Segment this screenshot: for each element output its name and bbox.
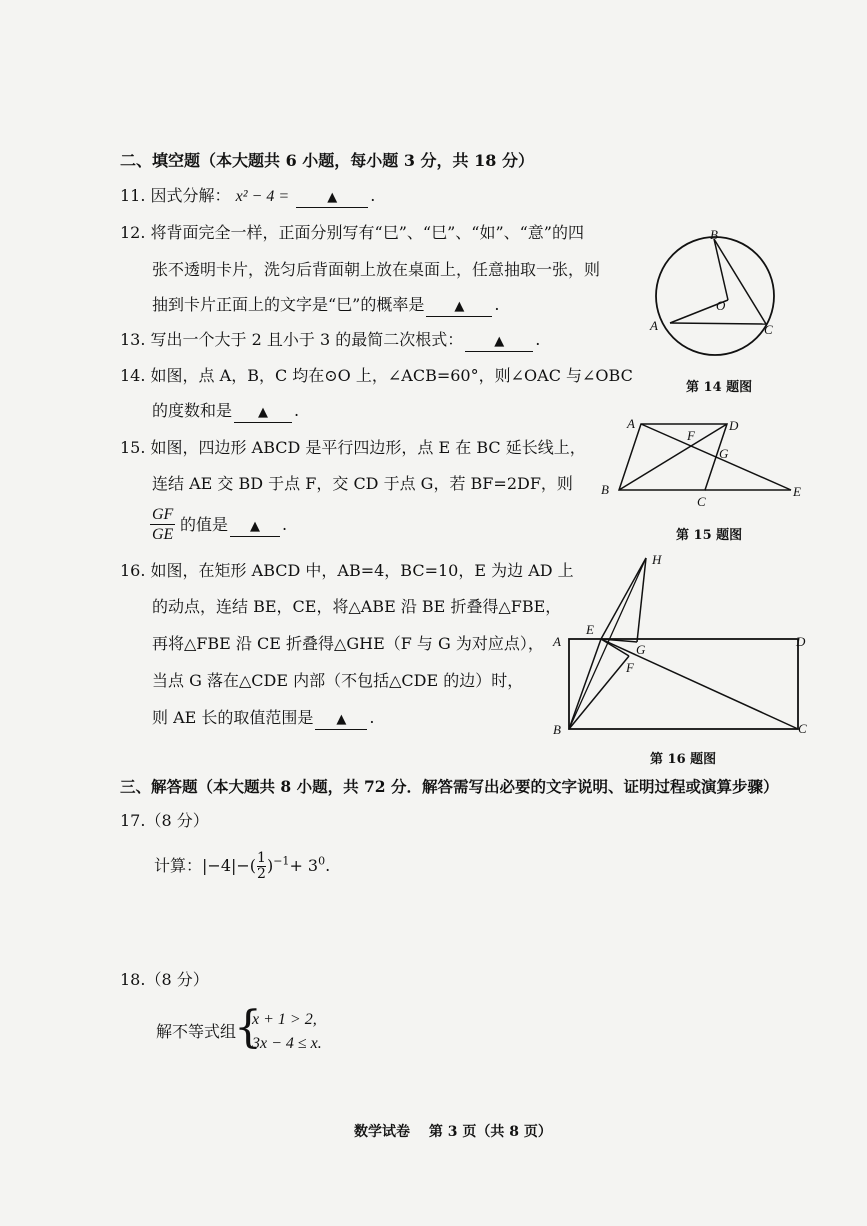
blank-triangle-icon: ▲ (250, 519, 261, 534)
question-14-line2 (152, 401, 299, 423)
answer-blank[interactable] (315, 709, 367, 730)
question-text: 如图，点 A，B，C 均在⊙O 上，∠ACB=60°，则∠OAC 与∠OBC (150, 366, 633, 385)
math-op: + 3 (289, 856, 319, 875)
exponent: 0 (318, 854, 326, 868)
abs-value: |−4| (202, 856, 237, 875)
label-g: G (636, 642, 646, 657)
label-a: A (650, 318, 658, 333)
answer-blank[interactable] (465, 331, 533, 352)
page-footer: 数学试卷 第 3 页（共 8 页） (354, 1124, 552, 1140)
question-number: 15. (120, 438, 146, 457)
punct: . (370, 186, 376, 205)
label-c: C (798, 721, 807, 736)
question-16-line5 (152, 708, 375, 730)
question-number: 11. (120, 186, 146, 205)
question-16-line2: 的动点，连结 BE，CE，将△ABE 沿 BE 折叠得△FBE， (152, 597, 562, 616)
segment-ae (641, 424, 791, 490)
question-12-line3 (152, 295, 499, 317)
question-text: 写出一个大于 2 且小于 3 的最简二次根式： (150, 330, 464, 349)
label-d: D (796, 634, 806, 649)
question-text: 如图，四边形 ABCD 是平行四边形，点 E 在 BC 延长线上， (150, 438, 586, 457)
math-op: ) (266, 856, 274, 875)
label-b: B (601, 482, 609, 497)
math-op: −( (236, 856, 257, 875)
fraction-one-half (257, 851, 266, 882)
blank-triangle-icon: ▲ (336, 712, 347, 727)
question-number: 16. (120, 561, 146, 580)
label-b: B (710, 227, 718, 242)
question-12-line1 (120, 223, 584, 243)
punct: . (282, 515, 288, 534)
label-a: A (627, 416, 635, 431)
label-e: E (586, 622, 594, 637)
label-g: G (719, 446, 729, 461)
question-14-line1 (120, 366, 633, 386)
question-18-label: 18.（8 分） (120, 970, 209, 989)
punct: . (325, 856, 331, 875)
fraction-denominator: 2 (257, 866, 266, 882)
question-15-line1 (120, 438, 586, 458)
segment-ob (714, 239, 728, 300)
question-number: 12. (120, 223, 146, 242)
question-16-line4: 当点 G 落在△CDE 内部（不包括△CDE 的边）时， (152, 671, 524, 690)
question-text: 则 AE 长的取值范围是 (152, 708, 314, 727)
system-brace: { (234, 1002, 262, 1053)
question-text: 计算： (154, 856, 203, 875)
label-o: O (716, 298, 726, 313)
section2-heading: 二、填空题（本大题共 6 小题，每小题 3 分，共 18 分） (120, 151, 534, 170)
label-d: D (729, 418, 739, 433)
question-text: 的值是 (180, 515, 229, 534)
question-number: 14. (120, 366, 146, 385)
blank-triangle-icon: ▲ (454, 299, 465, 314)
label-c: C (764, 322, 773, 337)
question-17-label: 17.（8 分） (120, 811, 209, 830)
fraction-gf-ge (150, 505, 175, 544)
question-16-line3: 再将△FBE 沿 CE 折叠得△GHE（F 与 G 为对应点）， (152, 634, 544, 653)
blank-triangle-icon: ▲ (494, 334, 505, 349)
inequality-1: x + 1 > 2, (252, 1011, 317, 1028)
segment-bh (569, 558, 646, 729)
question-12-line2: 张不透明卡片，洗匀后背面朝上放在桌面上，任意抽取一张，则 (152, 260, 601, 279)
circle-o (656, 237, 774, 355)
section3-heading: 三、解答题（本大题共 8 小题，共 72 分．解答需写出必要的文字说明、证明过程或演算步骤） (120, 777, 779, 796)
question-17-expression (154, 851, 330, 882)
answer-blank[interactable] (426, 296, 492, 317)
question-16-line1 (120, 561, 574, 581)
punct: . (535, 330, 541, 349)
label-c: C (697, 494, 706, 509)
figure-16-caption: 第 16 题图 (650, 752, 717, 767)
segment-bf (569, 656, 629, 729)
inequality-2: 3x − 4 ≤ x. (252, 1035, 322, 1052)
answer-blank[interactable] (230, 516, 280, 537)
segment-bd (619, 424, 727, 490)
label-e: E (793, 484, 801, 499)
blank-triangle-icon: ▲ (258, 405, 269, 420)
exponent: −1 (273, 854, 290, 868)
segment-ce (601, 639, 798, 729)
question-text: 将背面完全一样，正面分别写有“巳”、“巳”、“如”、“意”的四 (150, 223, 584, 242)
figure-16-rectangle (548, 548, 818, 743)
question-18-prefix: 解不等式组 (156, 1022, 237, 1041)
question-15-line2: 连结 AE 交 BD 于点 F，交 CD 于点 G，若 BF=2DF，则 (152, 474, 573, 493)
segment-be (569, 639, 601, 729)
figure-14-circle (640, 226, 800, 366)
question-15-line3 (180, 515, 287, 537)
question-text: 如图，在矩形 ABCD 中，AB=4，BC=10，E 为边 AD 上 (150, 561, 574, 580)
fraction-numerator: 1 (257, 850, 266, 866)
question-text: 抽到卡片正面上的文字是“巳”的概率是 (152, 295, 425, 314)
punct: . (494, 295, 500, 314)
question-text: 因式分解： (150, 186, 231, 205)
label-h: H (652, 552, 662, 567)
label-b: B (553, 722, 561, 737)
punct: . (294, 401, 300, 420)
question-11 (120, 186, 375, 208)
fraction-numerator: GF (152, 506, 174, 523)
answer-blank[interactable] (234, 402, 292, 423)
segment-ac (670, 323, 766, 324)
fraction-denominator: GE (152, 526, 174, 543)
figure-15-caption: 第 15 题图 (676, 528, 743, 543)
label-f: F (687, 428, 695, 443)
math-expression: x² − 4 = (235, 188, 290, 205)
figure-14-caption: 第 14 题图 (686, 380, 753, 395)
answer-blank[interactable] (296, 187, 368, 208)
punct: . (369, 708, 375, 727)
question-text: 的度数和是 (152, 401, 233, 420)
blank-triangle-icon: ▲ (327, 190, 338, 205)
label-a: A (553, 634, 561, 649)
question-13 (120, 330, 540, 352)
label-f: F (626, 660, 634, 675)
figure-15-parallelogram (595, 412, 815, 512)
question-number: 13. (120, 330, 146, 349)
